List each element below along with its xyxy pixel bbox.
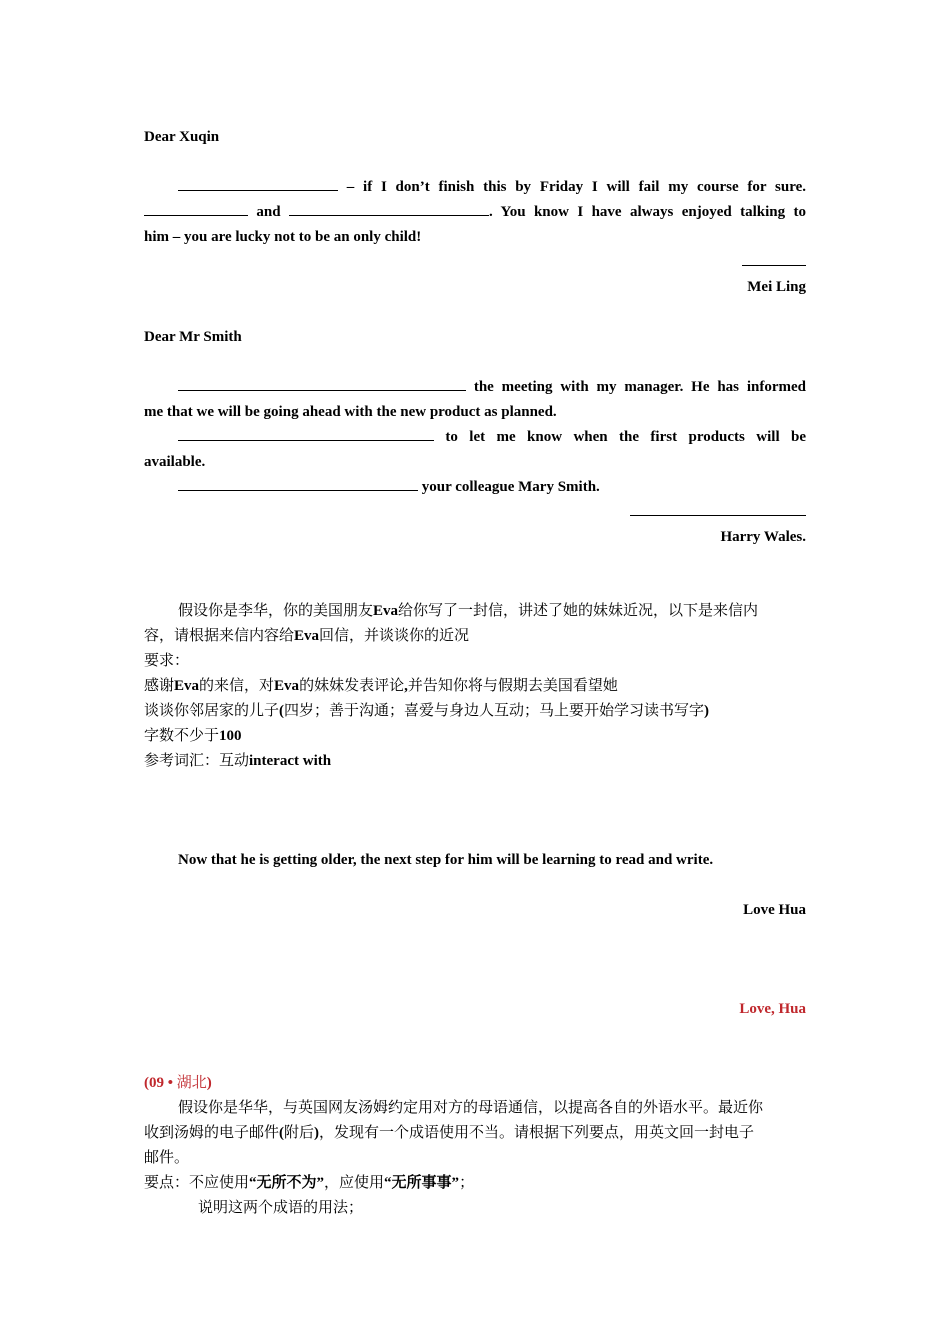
letter2-line5-text: your colleague Mary Smith. xyxy=(421,479,600,495)
task1-requirement-2 xyxy=(144,699,806,724)
letter1-signature: Mei Ling xyxy=(747,279,806,295)
letter2-line3-text: to let me know when the first products will be xyxy=(445,429,807,445)
task1-word-count xyxy=(144,724,806,749)
task1-requirements-label: 要求： xyxy=(144,653,190,669)
letter2-line5 xyxy=(144,475,806,500)
task2-point-1 xyxy=(144,1171,806,1196)
name-eva: Eva xyxy=(174,678,200,694)
letter2-line4: available. xyxy=(144,454,206,470)
text: 收到汤姆的电子邮件 xyxy=(144,1125,280,1141)
answer-blank[interactable] xyxy=(144,201,248,216)
answer-blank[interactable] xyxy=(178,176,338,191)
answer-blank[interactable] xyxy=(178,476,418,491)
text: ，应使用 xyxy=(324,1175,385,1191)
text: 假设你是李华，你的美国朋友 xyxy=(178,603,374,619)
letter1-line3: him – you are lucky not to be an only child! xyxy=(144,229,422,245)
letter1-line1-text: – if I don’t finish this by Friday I will fail my course for sure. xyxy=(346,179,806,195)
text: 字数不少于 xyxy=(144,728,220,744)
text: 并告知你将与假期去美国看望她 xyxy=(407,678,618,694)
text: • xyxy=(167,1075,174,1091)
text: ) xyxy=(314,1125,320,1141)
task1-requirement-1 xyxy=(144,674,806,699)
task1-intro-line1 xyxy=(144,599,806,624)
text: 参考词汇：互动 xyxy=(144,753,250,769)
vocab-english: interact with xyxy=(249,753,332,769)
letter2-line3 xyxy=(144,425,806,450)
text: 回信，并谈谈你的近况 xyxy=(319,628,470,644)
task1-vocabulary xyxy=(144,749,806,774)
letter2-signature: Harry Wales. xyxy=(720,529,806,545)
task2-para-line1: 假设你是华华，与英国网友汤姆约定用对方的母语通信，以提高各自的外语水平。最近你 xyxy=(178,1100,764,1116)
answer-blank[interactable] xyxy=(178,376,466,391)
text: ( xyxy=(279,1125,285,1141)
letter1-line2 xyxy=(144,200,806,225)
task2-para-line3: 邮件。 xyxy=(144,1150,190,1166)
task2-para-line2 xyxy=(144,1121,806,1146)
text: 附后 xyxy=(284,1125,315,1141)
letter2-line2: me that we will be going ahead with the new product as planned. xyxy=(144,404,557,420)
letter2-line1 xyxy=(144,375,806,400)
text: 谈谈你邻居家的儿子 xyxy=(144,703,280,719)
answer-blank[interactable] xyxy=(178,426,434,441)
answer-blank[interactable] xyxy=(742,251,806,266)
text: 给你写了一封信，讲述了她的妹妹近况，以下是来信内 xyxy=(398,603,759,619)
answer-blank[interactable] xyxy=(289,201,489,216)
answer1-signature-red: Love, Hua xyxy=(739,1001,806,1017)
text: 湖北 xyxy=(176,1075,207,1091)
text: , xyxy=(404,678,408,694)
task2-source-tag xyxy=(144,1071,806,1096)
letter1-greeting: Dear Xuqin xyxy=(144,129,220,145)
letter2-greeting: Dear Mr Smith xyxy=(144,329,242,345)
text: ) xyxy=(704,703,710,719)
name-eva: Eva xyxy=(274,678,300,694)
letter1-line2-and: and xyxy=(256,204,281,220)
name-eva: Eva xyxy=(294,628,320,644)
answer1-body: Now that he is getting older, the next step for him will be learning to read and write. xyxy=(178,852,714,868)
letter1-line1 xyxy=(144,175,806,200)
text: 要点：不应使用 xyxy=(144,1175,250,1191)
word-count-number: 100 xyxy=(219,728,242,744)
task2-point-2: 说明这两个成语的用法； xyxy=(198,1200,364,1216)
text: 感谢 xyxy=(144,678,175,694)
text: “无所事事” xyxy=(384,1175,460,1191)
letter2-signoff-line xyxy=(144,500,806,525)
letter2-line1-text: the meeting with my manager. He has informed xyxy=(473,379,806,395)
answer1-signature: Love Hua xyxy=(743,902,806,918)
text: ，发现有一个成语使用不当。请根据下列要点，用英文回一封电子 xyxy=(319,1125,755,1141)
text: ) xyxy=(206,1075,212,1091)
answer-blank[interactable] xyxy=(630,501,806,516)
text: 容，请根据来信内容给 xyxy=(144,628,295,644)
text: “无所不为” xyxy=(249,1175,325,1191)
text: ； xyxy=(459,1175,475,1191)
text: (09 xyxy=(144,1075,164,1091)
text: 的妹妹发表评论 xyxy=(299,678,405,694)
text: 四岁；善于沟通；喜爱与身边人互动；马上要开始学习读书写字 xyxy=(284,703,705,719)
letter1-line2-text: . You know I have always enjoyed talking to xyxy=(488,204,806,220)
text: ( xyxy=(279,703,285,719)
letter1-signoff-line xyxy=(144,250,806,275)
text: 的来信，对 xyxy=(199,678,275,694)
task1-intro-line2 xyxy=(144,624,806,649)
name-eva: Eva xyxy=(373,603,399,619)
